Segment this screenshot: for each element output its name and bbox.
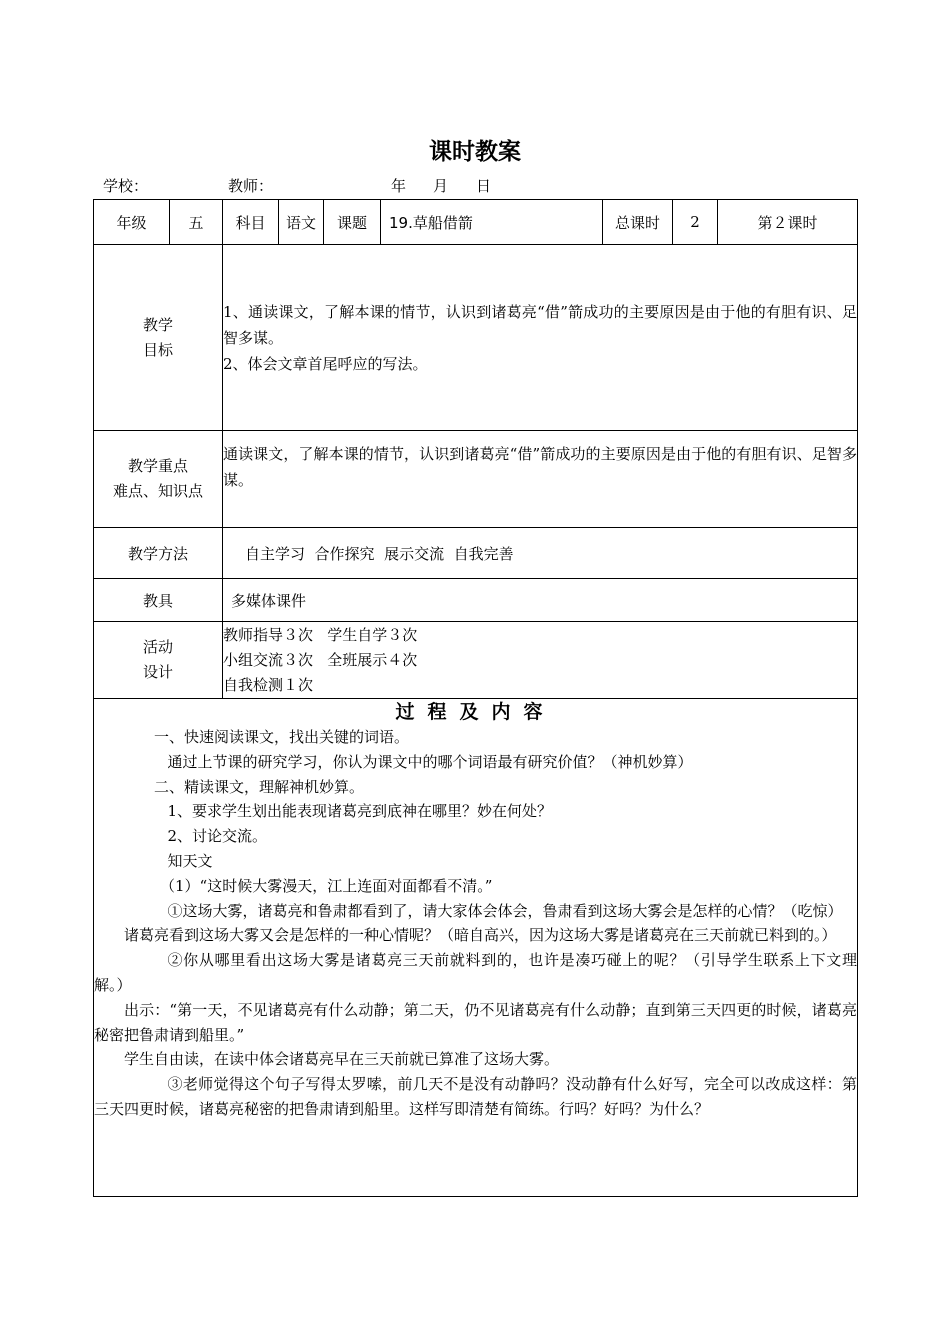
goal-item-1: 1、通读课文，了解本课的情节，认识到诸葛亮“借”箭成功的主要原因是由于他的有胆有识、足智多谋。 [223,302,857,347]
process-paragraph: 知天文 [167,851,213,870]
methods-row [94,528,858,579]
goal-item-2: 2、体会文章首尾呼应的写法。 [223,354,428,373]
activities-label-line2: 设计 [142,663,173,681]
goals-label-line2: 目标 [142,340,173,359]
activity-line-2: 小组交流３次 全班展示４次 [223,650,418,669]
tools-label: 教具 [94,579,223,622]
page-title: 课时教案 [429,139,521,165]
tools-row [94,579,858,622]
key-points-content: 通读课文，了解本课的情节，认识到诸葛亮“借”箭成功的主要原因是由于他的有胆有识、足智多谋。 [223,431,858,528]
process-paragraph: ①这场大雾，诸葛亮和鲁肃都看到了，请大家体会体会，鲁肃看到这场大雾会是怎样的心情？（吃惊） [167,901,843,920]
process-paragraph: 2、讨论交流。 [167,827,268,846]
grade-value: 五 [170,200,223,245]
activities-label-line1: 活动 [142,638,173,656]
key-points-label-line1: 教学重点 [127,457,188,475]
process-content [94,699,858,1197]
topic-value: 19.草船借箭 [381,200,603,245]
methods-content: 自主学习 合作探究 展示交流 自我完善 [223,528,858,579]
process-paragraph: （1）“这时候大雾漫天，江上连面对面都看不清。” [160,876,493,895]
process-paragraph: 通过上节课的研究学习，你认为课文中的哪个词语最有研究价值？（神机妙算） [167,752,693,771]
activity-line-3: 自我检测１次 [223,675,314,694]
process-paragraph: 出示：“第一天，不见诸葛亮有什么动静；第二天，仍不见诸葛亮有什么动静；直到第三天四更的时候，诸葛亮秘密把鲁肃请到船里。” [94,1000,857,1044]
goals-row [94,245,858,431]
goals-label-line1: 教学 [142,315,173,334]
process-paragraph: 1、要求学生划出能表现诸葛亮到底神在哪里？妙在何处？ [167,802,553,821]
month-label: 月 [433,177,449,195]
grade-label: 年级 [94,200,170,245]
goals-content [223,245,858,431]
subject-label: 科目 [223,200,279,245]
activity-line-1: 教师指导３次 学生自学３次 [223,625,418,644]
goals-label [94,245,223,431]
total-hours-label: 总课时 [603,200,673,245]
activities-content [223,622,858,699]
process-row [94,699,858,1197]
school-label: 学校： [103,177,149,195]
lesson-plan-table [93,199,858,1197]
key-points-label-line2: 难点、知识点 [112,482,203,500]
teacher-label: 教师： [228,177,274,195]
key-points-label [94,431,223,528]
session-label: 第２课时 [718,200,858,245]
process-paragraph: 学生自由读，在读中体会诸葛亮早在三天前就已算准了这场大雾。 [124,1050,560,1069]
key-points-row [94,431,858,528]
tools-content: 多媒体课件 [223,579,858,622]
process-paragraph: 诸葛亮看到这场大雾又会是怎样的一种心情呢？（暗自高兴，因为这场大雾是诸葛亮在三天前就已料到的。） [124,926,837,945]
activities-row [94,622,858,699]
activities-label [94,622,223,699]
process-paragraph: ②你从哪里看出这场大雾是诸葛亮三天前就料到的，也许是凑巧碰上的呢？（引导学生联系上下文理解。） [94,951,857,994]
day-label: 日 [476,177,492,195]
info-row [94,200,858,245]
process-paragraph: 二、精读课文，理解神机妙算。 [154,777,365,796]
topic-label: 课题 [324,200,381,245]
process-paragraph: 一、快速阅读课文，找出关键的词语。 [154,728,410,746]
year-label: 年 [391,177,407,195]
subject-value: 语文 [279,200,324,245]
process-heading: 过程及内容 [395,701,556,723]
process-paragraph: ③老师觉得这个句子写得太罗嗦，前几天不是没有动静吗？没动静有什么好写，完全可以改成这样：第三天四更时候，诸葛亮秘密的把鲁肃请到船里。这样写即清楚有简练。行吗？好吗？为什么？ [94,1075,857,1118]
total-hours-value: 2 [673,200,718,245]
methods-label: 教学方法 [94,528,223,579]
